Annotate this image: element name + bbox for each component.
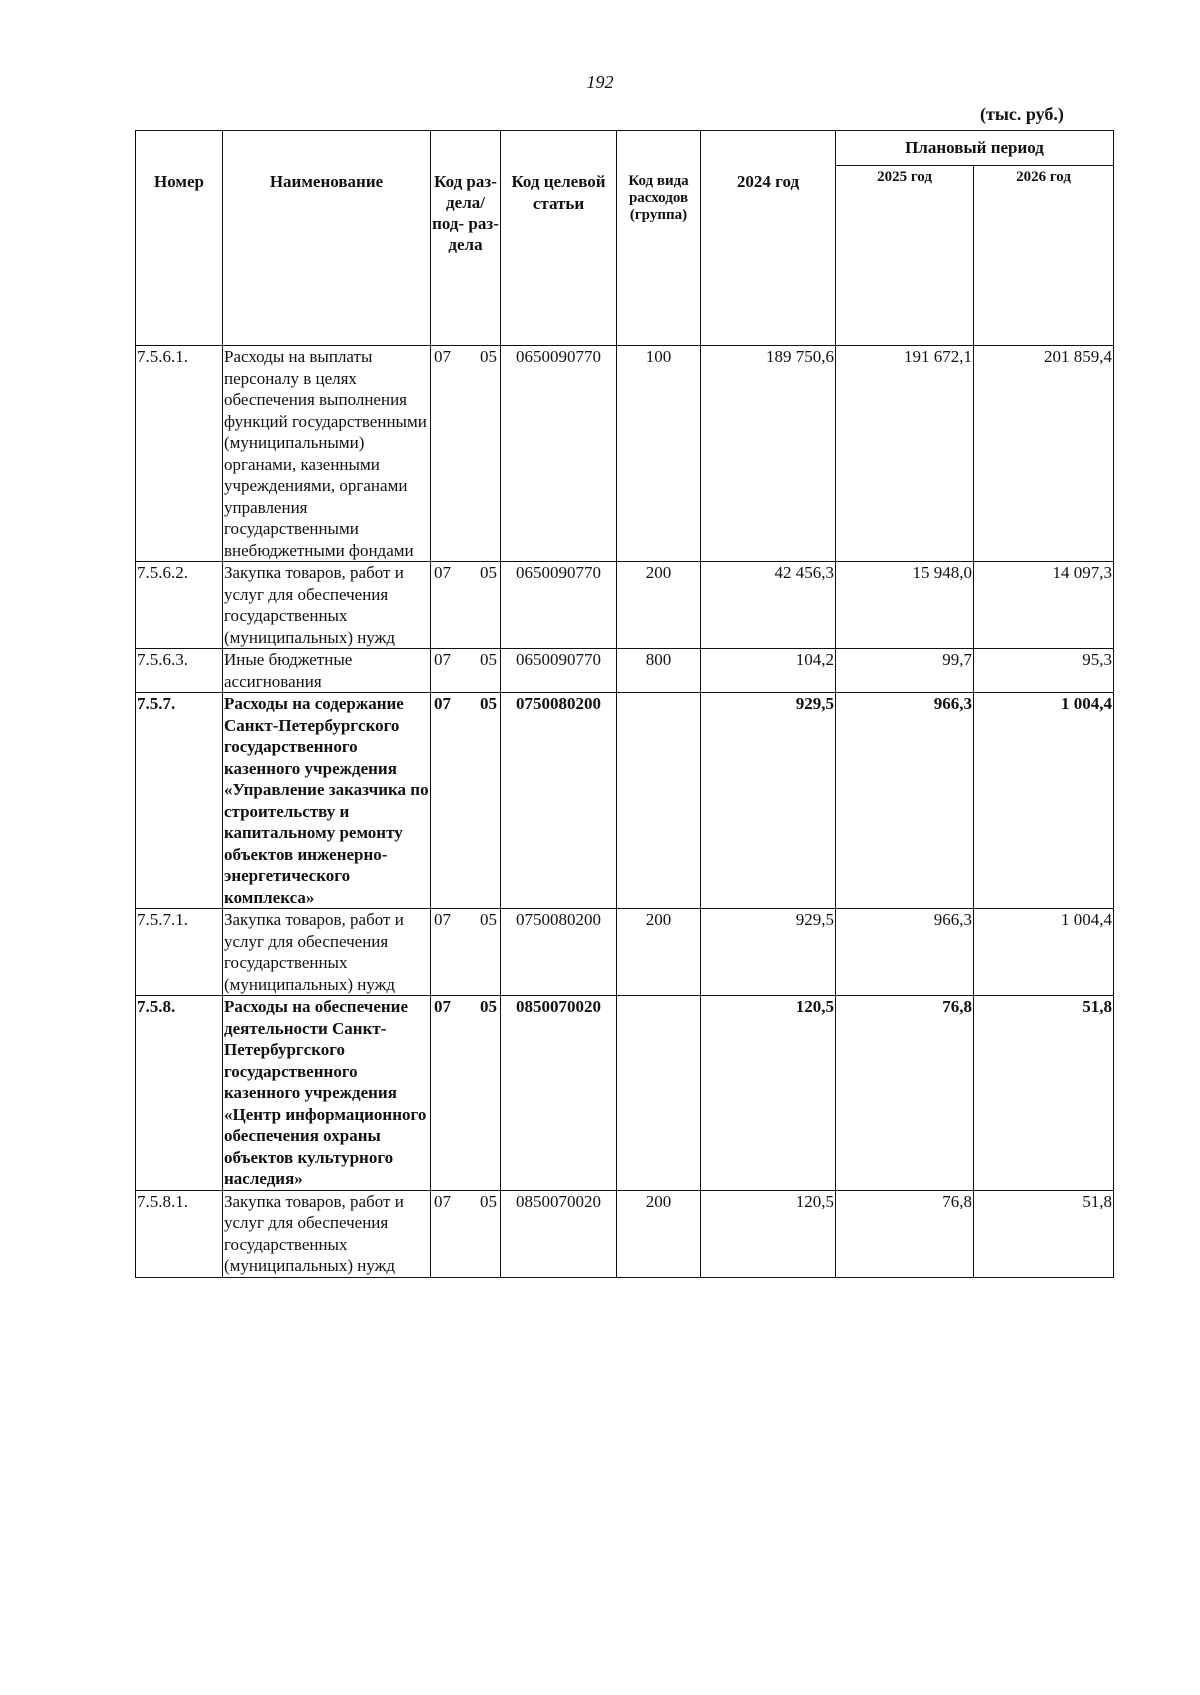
row-amount-2026: 95,3	[974, 649, 1114, 693]
row-amount-2025: 966,3	[836, 909, 974, 996]
row-podrazdel: 05	[480, 694, 497, 713]
table-row	[136, 346, 1114, 562]
budget-table	[135, 130, 1114, 1278]
page-number: 192	[586, 72, 614, 92]
row-number: 7.5.6.1.	[136, 346, 223, 562]
row-amount-2024: 42 456,3	[701, 562, 836, 649]
row-amount-2026: 14 097,3	[974, 562, 1114, 649]
table-row	[136, 562, 1114, 649]
row-razdel: 07	[434, 347, 451, 366]
row-amount-2026: 1 004,4	[974, 693, 1114, 909]
row-celevaya-statya: 0650090770	[501, 346, 617, 562]
row-number: 7.5.7.	[136, 693, 223, 909]
row-razdel-podrazdel	[431, 693, 501, 909]
table-row	[136, 996, 1114, 1191]
row-razdel-podrazdel	[431, 649, 501, 693]
row-number: 7.5.8.	[136, 996, 223, 1191]
row-amount-2026: 1 004,4	[974, 909, 1114, 996]
row-amount-2024: 929,5	[701, 909, 836, 996]
row-name: Расходы на обеспечение деятельности Санкт-Петербургского государственного казенного учреждения «Центр информационного обеспечения охраны объектов культурного наследия»	[223, 996, 431, 1191]
row-amount-2024: 120,5	[701, 996, 836, 1191]
row-name: Расходы на содержание Санкт-Петербургского государственного казенного учреждения «Управление заказчика по строительству и капитальному ремонту объектов инженерно-энергетического комплекса»	[224, 694, 429, 907]
row-amount-2025: 99,7	[836, 649, 974, 693]
row-podrazdel: 05	[480, 347, 497, 366]
header-2024: 2024 год	[701, 131, 836, 346]
row-vid-rashodov: 200	[617, 1190, 701, 1277]
row-name: Закупка товаров, работ и услуг для обеспечения государственных (муниципальных) нужд	[223, 1190, 431, 1277]
row-name: Закупка товаров, работ и услуг для обеспечения государственных (муниципальных) нужд	[223, 909, 431, 996]
row-vid-rashodov	[617, 693, 701, 909]
header-row-top	[136, 131, 1114, 166]
table-row	[136, 693, 1114, 909]
row-celevaya-statya: 0850070020	[501, 996, 617, 1191]
header-kod-vida-rashodov: Код вида расходов (группа)	[617, 131, 701, 346]
row-number: 7.5.8.1.	[136, 1190, 223, 1277]
row-name: Закупка товаров, работ и услуг для обеспечения государственных (муниципальных) нужд	[223, 562, 431, 649]
row-razdel: 07	[434, 910, 451, 929]
header-kod-celevoy-stati: Код целевой статьи	[501, 131, 617, 346]
row-amount-2024: 929,5	[701, 693, 836, 909]
units-label: (тыс. руб.)	[980, 104, 1064, 124]
row-celevaya-statya: 0850070020	[501, 1190, 617, 1277]
row-podrazdel: 05	[480, 563, 497, 582]
header-2025: 2025 год	[836, 166, 974, 346]
row-number: 7.5.6.3.	[136, 649, 223, 693]
row-razdel-podrazdel	[431, 1190, 501, 1277]
row-amount-2025: 76,8	[836, 996, 974, 1191]
row-amount-2024: 189 750,6	[701, 346, 836, 562]
table-row	[136, 649, 1114, 693]
row-vid-rashodov: 200	[617, 909, 701, 996]
row-razdel: 07	[434, 997, 451, 1016]
row-razdel: 07	[434, 1191, 451, 1211]
row-name: Иные бюджетные ассигнования	[223, 649, 431, 693]
row-razdel-podrazdel	[431, 562, 501, 649]
row-number: 7.5.6.2.	[136, 562, 223, 649]
row-celevaya-statya: 0650090770	[501, 649, 617, 693]
row-podrazdel: 05	[480, 650, 497, 669]
row-number: 7.5.7.1.	[136, 909, 223, 996]
row-amount-2026: 51,8	[974, 996, 1114, 1191]
row-amount-2026: 201 859,4	[974, 346, 1114, 562]
row-podrazdel: 05	[480, 997, 497, 1016]
header-2026: 2026 год	[974, 166, 1114, 346]
row-vid-rashodov: 800	[617, 649, 701, 693]
row-vid-rashodov: 100	[617, 346, 701, 562]
row-amount-2025: 191 672,1	[836, 346, 974, 562]
row-razdel-podrazdel	[431, 346, 501, 562]
row-amount-2025: 966,3	[836, 693, 974, 909]
row-podrazdel: 05	[480, 1191, 497, 1211]
row-amount-2024: 104,2	[701, 649, 836, 693]
header-naimenovanie: Наименование	[223, 131, 431, 346]
row-vid-rashodov	[617, 996, 701, 1191]
row-celevaya-statya: 0750080200	[501, 909, 617, 996]
header-planoviy-period: Плановый период	[836, 131, 1114, 166]
table-row	[136, 1190, 1114, 1277]
row-razdel: 07	[434, 650, 451, 669]
row-celevaya-statya: 0750080200	[501, 693, 617, 909]
row-podrazdel: 05	[480, 910, 497, 929]
row-vid-rashodov: 200	[617, 562, 701, 649]
table-row	[136, 909, 1114, 996]
row-razdel: 07	[434, 694, 451, 713]
row-razdel-podrazdel	[431, 909, 501, 996]
row-celevaya-statya: 0650090770	[501, 562, 617, 649]
row-amount-2025: 15 948,0	[836, 562, 974, 649]
table-body	[136, 346, 1114, 1278]
header-kod-razdela: Код раз- дела/ под- раз- дела	[431, 131, 501, 346]
row-name: Расходы на выплаты персоналу в целях обеспечения выполнения функций государственными (муниципальными) органами, казенными учреждениями, органами управления государственными внебюджетными фондами	[223, 346, 431, 562]
row-amount-2024: 120,5	[701, 1190, 836, 1277]
row-razdel: 07	[434, 563, 451, 582]
row-amount-2026: 51,8	[974, 1190, 1114, 1277]
header-nomer: Номер	[136, 131, 223, 346]
row-razdel-podrazdel	[431, 996, 501, 1191]
row-amount-2025: 76,8	[836, 1190, 974, 1277]
